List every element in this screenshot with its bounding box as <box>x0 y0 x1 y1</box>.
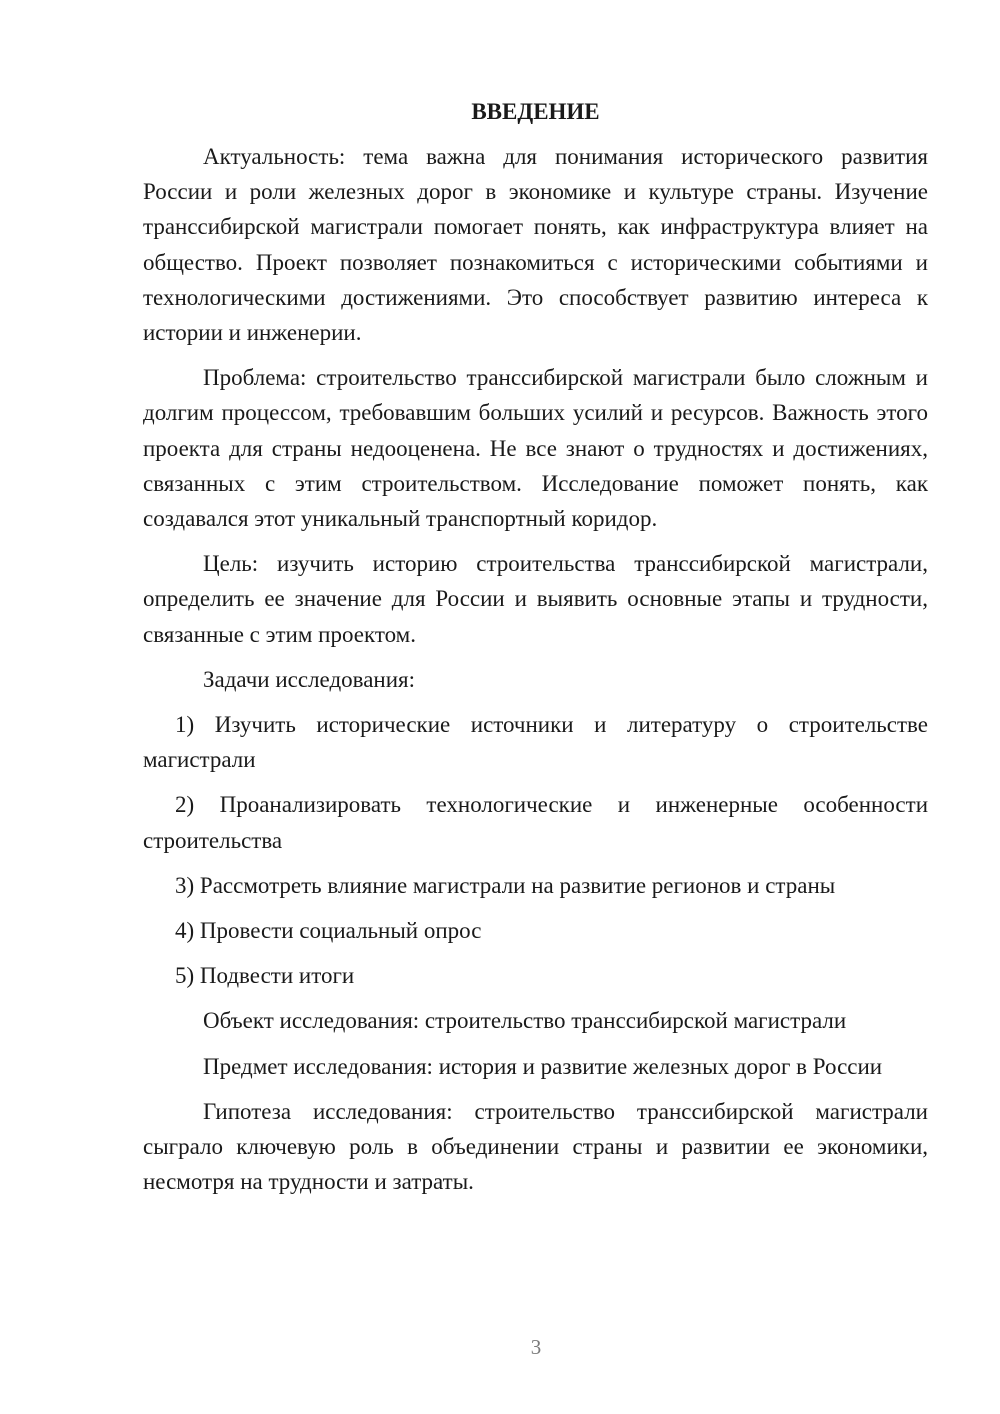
task-item-4: 4) Провести социальный опрос <box>175 918 482 944</box>
relevance-paragraph: Актуальность: тема важна для понимания исторического развития России и роли железных дорог в экономике и культуре страны. Изучение транссибирской магистрали помогает понять, как инфраструктура влияет на общество. Проект позволяет познакомиться с историческими событиями и технологическими достижениями. Это способствует развитию интереса к истории и инженерии. <box>143 144 928 346</box>
task-item-3: 3) Рассмотреть влияние магистрали на развитие регионов и страны <box>175 872 836 898</box>
object-paragraph: Объект исследования: строительство транссибирской магистрали <box>203 1008 847 1034</box>
subject-paragraph: Предмет исследования: история и развитие железных дорог в России <box>203 1053 883 1079</box>
task-item-1: 1) Изучить исторические источники и литературу о строительстве магистрали <box>143 712 928 773</box>
page-title: ВВЕДЕНИЕ <box>471 99 600 124</box>
problem-paragraph: Проблема: строительство транссибирской магистрали было сложным и долгим процессом, требовавшим больших усилий и ресурсов. Важность этого проекта для страны недооценена. Не все знают о трудностях и достижениях, связанных с этим строительством. Исследование поможет понять, как создавался этот уникальный транспортный коридор. <box>143 365 928 532</box>
task-item-5: 5) Подвести итоги <box>175 963 355 989</box>
page-number: 3 <box>530 1335 542 1359</box>
goal-paragraph: Цель: изучить историю строительства транссибирской магистрали, определить ее значение для России и выявить основные этапы и трудности, связанные с этим проектом. <box>143 551 928 647</box>
tasks-heading: Задачи исследования: <box>203 666 416 692</box>
task-item-2: 2) Проанализировать технологические и инженерные особенности строительства <box>143 792 928 853</box>
hypothesis-paragraph: Гипотеза исследования: строительство транссибирской магистрали сыграло ключевую роль в объединении страны и развитии ее экономики, несмотря на трудности и затраты. <box>143 1098 928 1195</box>
document-page <box>143 94 928 1209</box>
